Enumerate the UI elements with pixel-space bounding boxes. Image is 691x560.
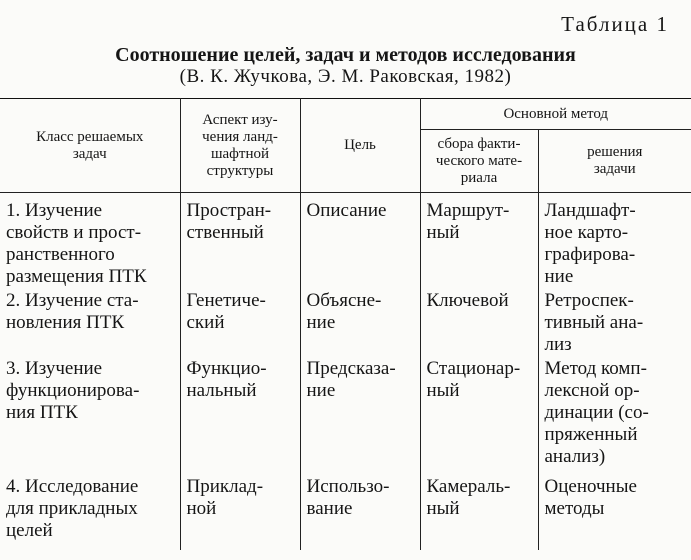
table-row xyxy=(0,356,691,474)
cell-line: 3. Изучение xyxy=(6,358,103,379)
table-number: Таблица 1 xyxy=(561,12,669,36)
cell-line: ный xyxy=(426,498,460,519)
cell-line: Приклад- xyxy=(186,476,264,497)
cell-line: методы xyxy=(544,498,605,519)
cell-line: Ландшафт- xyxy=(544,200,636,221)
cell-line: динации (со- xyxy=(544,402,649,423)
cell-line: ное карто- xyxy=(544,222,629,243)
cell-line: ный xyxy=(426,380,460,401)
cell-line: Метод комп- xyxy=(544,358,647,379)
header-solving xyxy=(538,130,691,193)
cell-line: Функцио- xyxy=(186,358,267,379)
cell-line: графирова- xyxy=(544,244,636,265)
cell-line: риала xyxy=(460,169,498,186)
cell-line: тивный ана- xyxy=(544,312,644,333)
cell-line: ческого мате- xyxy=(435,152,523,169)
cell-collection xyxy=(420,474,538,550)
cell-line: новления ПТК xyxy=(6,312,125,333)
cell-task-class xyxy=(0,356,180,474)
cell-line: Класс решаемых xyxy=(36,128,144,145)
cell-line: ния ПТК xyxy=(6,402,78,423)
table-source: (В. К. Жучкова, Э. М. Раковская, 1982) xyxy=(179,66,512,87)
cell-line: размещения ПТК xyxy=(6,266,147,287)
cell-collection xyxy=(420,356,538,474)
cell-line: ние xyxy=(306,380,336,401)
cell-aspect xyxy=(180,193,300,289)
cell-line: Цель xyxy=(344,137,376,153)
cell-line: задач xyxy=(72,145,107,162)
cell-line: Объясне- xyxy=(306,290,382,311)
cell-line: 1. Изучение xyxy=(6,200,103,221)
header-task-class xyxy=(0,99,180,193)
table-body xyxy=(0,193,691,551)
cell-task-class xyxy=(0,474,180,550)
cell-goal xyxy=(300,474,420,550)
cell-line: ние xyxy=(306,312,336,333)
cell-collection xyxy=(420,288,538,356)
table-row xyxy=(0,288,691,356)
cell-line: ранственного xyxy=(6,244,115,265)
cell-line: свойств и прост- xyxy=(6,222,142,243)
cell-aspect xyxy=(180,356,300,474)
cell-line: задачи xyxy=(593,161,636,177)
cell-line: анализ) xyxy=(544,446,606,467)
cell-line: Простран- xyxy=(186,200,272,221)
cell-line: ный xyxy=(426,222,460,243)
cell-line: Предсказа- xyxy=(306,358,396,379)
header-aspect xyxy=(180,99,300,193)
cell-goal xyxy=(300,193,420,289)
cell-line: Аспект изу- xyxy=(202,111,278,128)
cell-line: Описание xyxy=(306,200,387,221)
cell-solving xyxy=(538,356,691,474)
cell-line: Камераль- xyxy=(426,476,511,497)
cell-line: нальный xyxy=(186,380,257,401)
cell-line: Основной метод xyxy=(503,105,609,122)
table-row xyxy=(0,474,691,550)
cell-line: Оценочные xyxy=(544,476,637,497)
cell-line: шафтной xyxy=(210,145,270,162)
cell-line: 2. Изучение ста- xyxy=(6,290,139,311)
cell-solving xyxy=(538,474,691,550)
cell-line: лексной ор- xyxy=(544,380,640,401)
cell-line: Генетиче- xyxy=(186,290,266,311)
cell-line: Маршрут- xyxy=(426,200,510,221)
cell-line: сбора факти- xyxy=(437,135,521,152)
cell-line: Ключевой xyxy=(426,290,509,311)
cell-line: ной xyxy=(186,498,217,519)
cell-collection xyxy=(420,193,538,289)
cell-line: ский xyxy=(186,312,225,333)
table-title: Соотношение целей, задач и методов исследования xyxy=(115,44,576,66)
cell-line: Стационар- xyxy=(426,358,521,379)
cell-line: для прикладных xyxy=(6,498,138,519)
cell-line: решения xyxy=(587,144,643,160)
cell-solving xyxy=(538,288,691,356)
cell-line: Использо- xyxy=(306,476,390,497)
cell-line: пряженный xyxy=(544,424,638,445)
cell-task-class xyxy=(0,288,180,356)
cell-line: ственный xyxy=(186,222,264,243)
header-main-method xyxy=(420,99,691,130)
header-collection xyxy=(420,130,538,193)
cell-goal xyxy=(300,288,420,356)
methods-table xyxy=(0,98,691,550)
cell-line: лиз xyxy=(544,334,572,355)
cell-task-class xyxy=(0,193,180,289)
table-row xyxy=(0,193,691,289)
cell-line: целей xyxy=(6,520,53,541)
cell-line: 4. Исследование xyxy=(6,476,139,497)
cell-solving xyxy=(538,193,691,289)
cell-line: функционирова- xyxy=(6,380,140,401)
cell-line: структуры xyxy=(206,162,274,179)
cell-aspect xyxy=(180,288,300,356)
cell-line: чения ланд- xyxy=(202,128,278,145)
cell-aspect xyxy=(180,474,300,550)
cell-line: вание xyxy=(306,498,353,519)
cell-line: ние xyxy=(544,266,574,287)
header-goal xyxy=(300,99,420,193)
cell-line: Ретроспек- xyxy=(544,290,634,311)
cell-goal xyxy=(300,356,420,474)
